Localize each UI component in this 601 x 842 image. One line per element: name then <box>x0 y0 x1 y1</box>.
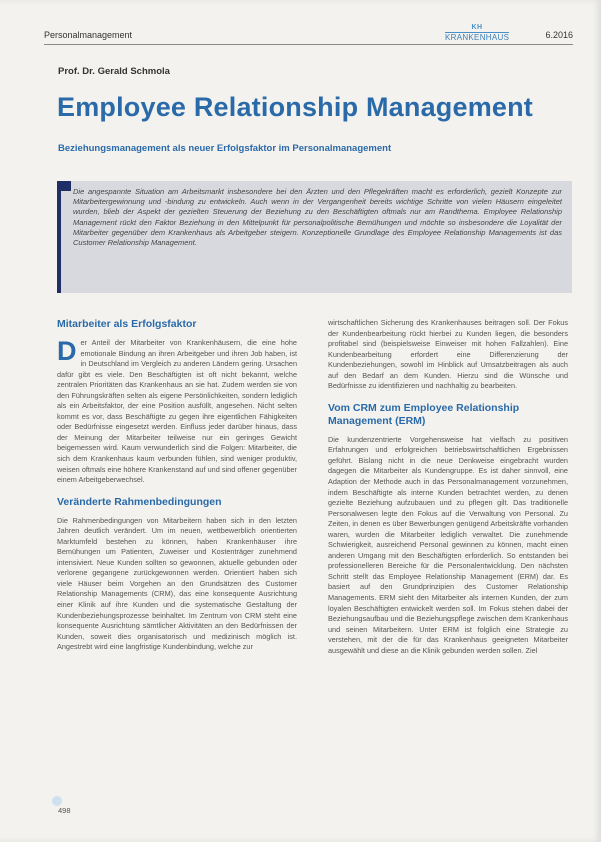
page-number-marker <box>52 796 62 806</box>
article-title: Employee Relationship Management <box>57 92 533 122</box>
paragraph-rahmenbedingungen: Die Rahmenbedingungen von Mitarbeitern haben sich in den letzten Jahren deutlich verändert. Um im neuen, wettbewerblich orientierten Marktumfeld bestehen zu können, haben Krankenhäuser ihre Bemühungen um Patienten, Zuweiser und Kostenträger zunehmend intensiviert. Neue Kunden sollten so gewonnen, aktuelle gebunden oder verlorene gegangene zurückgewonnen werden. Orientiert haben sich viele Häuser beim Vorgehen an den Grundsätzen des Customer Relationship Managements (CRM), das eine konsequente Ausrichtung einer Klinik auf ihre Kunden und die systematische Gestaltung der Kundenbeziehungsprozesse beinhaltet. Im Zentrum von CRM steht eine konsequente Ausrichtung sämtlicher Aktivitäten an den Bedürfnissen der Kunden, soweit dies organisatorisch und medizinisch möglich ist. Angestrebt wird eine langfristige Kundenbindung, welche zur <box>57 515 297 652</box>
left-column <box>57 318 297 663</box>
journal-logo <box>445 24 509 43</box>
right-column <box>328 318 568 666</box>
paragraph-crm-erm: Die kundenzentrierte Vorgehensweise hat vielfach zu positiven Erfahrungen und erfolgreichen betriebswirtschaftlichen Ergebnissen geführt. Bislang nicht in die neue Denkweise eingebracht wurden dagegen die Mitarbeiter als Kundengruppe. Es ist daher sinnvoll, eine Adaption der Methode auch in das Personalmanagement vorzunehmen, indem Beschäftigte als interne Kunden betrachtet werden, zu denen gezielte Beziehung aufzubauen und zu pflegen gilt. Das traditionelle Personalwesen legte den Fokus auf die Verwaltung von Personal. Zu Zeiten, in denen es über Bewerbungen genügend Arbeitskräfte vorhanden waren, wurden die Mitarbeiter lediglich verwaltet. Die zunehmende Schwierigkeit, ausreichend Personal gewinnen zu können, macht einen anderen Umgang mit den Beschäftigten erforderlich. So entstanden bei professionelleren Bereiche für die Personalentwicklung. Den nächsten Schritt stellt das Employee Relationship Management (ERM) dar. Es basiert auf den Grundprinzipien des Customer Relationship Managements. ERM sieht den Mitarbeiter als internen Kunden, der zum loyalen Beschäftigten entwickelt werden soll. Im Fokus stehen dabei der Beziehungsaufbau und die Beziehungspflege zwischen dem Krankenhaus und seinen Mitarbeitern. Unter ERM ist folglich eine Strategie zu verstehen, mit der die für das Krankenhaus geeigneten Mitarbeiter ausgewählt und diese an die Klinik gebunden werden sollen. Ziel <box>328 434 568 655</box>
paragraph-text: er Anteil der Mitarbeiter von Krankenhäusern, die eine hohe emotionale Bindung an ihren Arbeitgeber und ihren Job haben, ist in Deutschland im Vergleich zu anderen Ländern gering. Ursachen dafür gibt es viele. Den Beschäftigten ist oft nicht bekannt, welche zentralen Prioritäten das Krankenhaus an sie hat. Zudem werden sie von den Führungskräften selten als eigene Persönlichkeiten, sondern lediglich als ein Arbeitsfaktor, der eine Position ausfüllt, angesehen. Nicht selten kommt es vor, dass Beschäftigte zu gegen ihre eigentlichen Fähigkeiten oder Bedürfnisse eingesetzt werden. Einfluss jeder darüber hinaus, dass der Meinung der Mitarbeiter teilweise nur ein geringes Gewicht beigemessen wird. Kaum verwunderlich sind die Folgen: Mitarbeiter, die sich dem Krankenhaus kaum verbunden fühlen, sind weniger produktiv, weisen oftmals eine höhere Krankenstand auf und sind offener gegenüber einem Arbeitgeberwechsel. <box>57 338 297 485</box>
drop-cap: D <box>57 336 77 366</box>
article-subtitle: Beziehungsmanagement als neuer Erfolgsfaktor im Personalmanagement <box>58 143 392 154</box>
journal-name: KRANKENHAUS <box>445 33 510 42</box>
abstract-box <box>57 181 572 293</box>
header-divider <box>44 44 573 45</box>
section-heading-rahmenbedingungen: Veränderte Rahmenbedingungen <box>57 495 222 508</box>
page-header <box>44 22 573 50</box>
abstract-text: Die angespannte Situation am Arbeitsmarkt insbesondere bei den Ärzten und den Pflegekräften macht es erforderlich, gezielt Konzepte zur Mitarbeitergewinnung und -bindung zu entwickeln. Auch wenn in der Vergangenheit bereits wichtige Schritte von vielen Häusern eingeleitet wurden, blieb der Aspekt der gezielten Steuerung der Beziehung zu den Beschäftigten oftmals nur am Randthema. Employee Relationship Management rückt den Faktor Beziehung in den Mittelpunkt für personalpolitische Bemühungen und möchte so insbesondere die Loyalität der Mitarbeiter gegenüber dem Krankenhaus als Arbeitgeber steigern. Konzeptionelle Grundlage des Employee Relationship Managements ist das Customer Relationship Management. <box>73 187 562 248</box>
paragraph-continuation: wirtschaftlichen Sicherung des Krankenhauses beitragen soll. Der Fokus der Kundenbearbeitung rückt hierbei zu Kunden liegen, die besonders profitabel sind (beispielsweise Einweiser mit hohen Fallzahlen). Eine Kundenbearbeitung erfordert eine Differenzierung der Kundenbeziehungen, sowohl im Hinblick auf Umsatzbeitragen als auch auf den Bedarf an dem Kunden. Hierzu sind die Wünsche und Bedürfnisse zu identifizieren und nachhaltig zu bearbeiten. <box>328 318 568 391</box>
paragraph-mitarbeiter <box>57 338 297 486</box>
section-heading-crm-erm: Vom CRM zum Employee Relationship Management (ERM) <box>328 401 520 427</box>
issue-number: 6.2016 <box>545 30 573 40</box>
article-author: Prof. Dr. Gerald Schmola <box>58 66 170 77</box>
journal-mark: KH <box>445 24 509 33</box>
abstract-corner-mark <box>61 181 71 191</box>
page-number: 498 <box>58 806 71 815</box>
section-label: Personalmanagement <box>44 30 133 40</box>
section-heading-mitarbeiter: Mitarbeiter als Erfolgsfaktor <box>57 318 197 330</box>
